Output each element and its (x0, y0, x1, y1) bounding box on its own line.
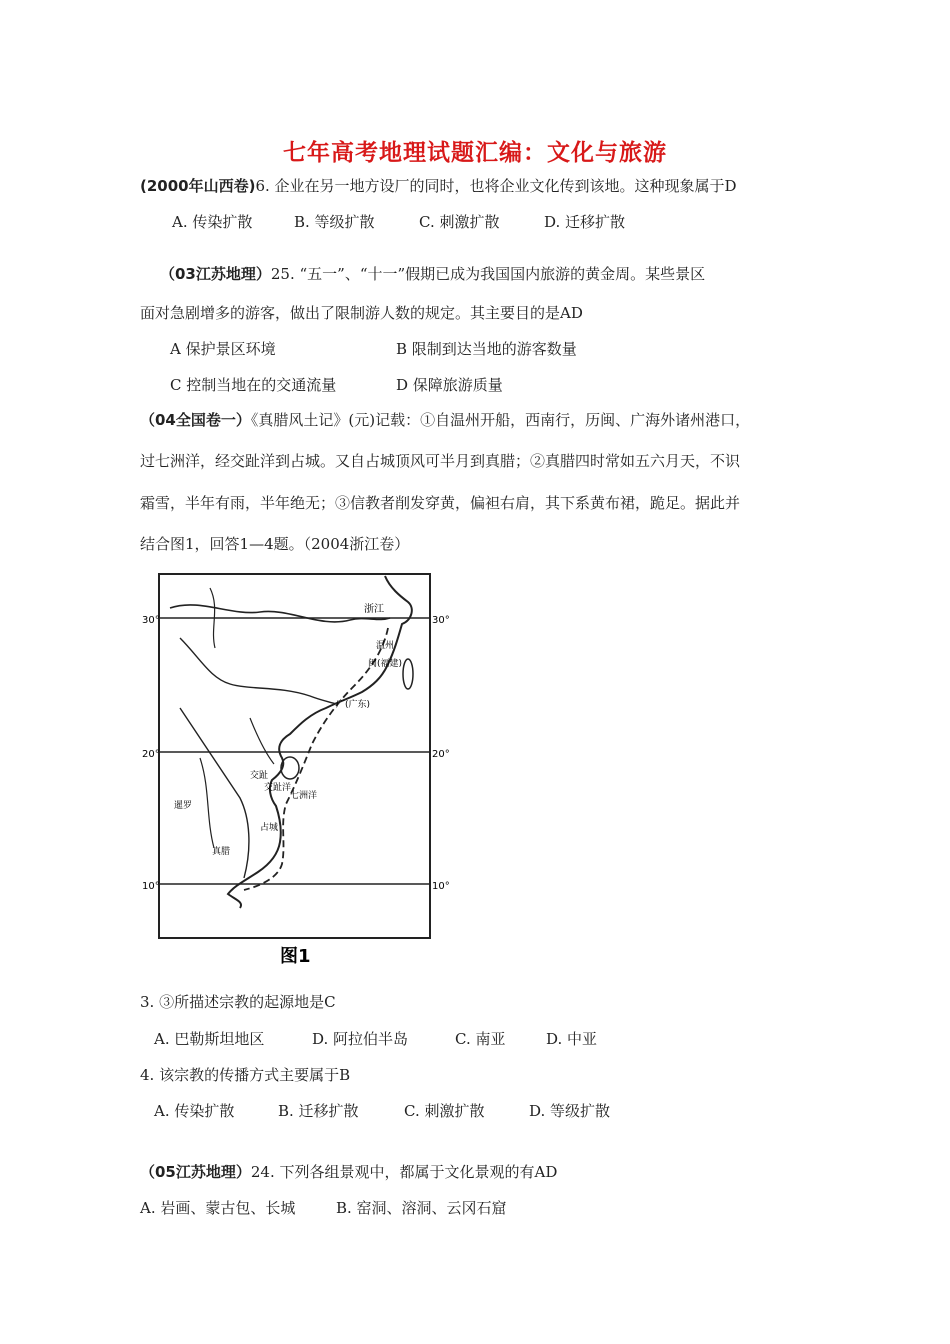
lat-label-30-right: 30° (432, 615, 450, 626)
label-jiaozhi: 交趾 (250, 771, 269, 781)
lat-label-10-right: 10° (432, 881, 450, 892)
option-d: D 保障旅游质量 (396, 376, 503, 394)
label-guang: 广(广东) (336, 700, 371, 710)
label-min: 闽(福建) (368, 659, 403, 669)
question-stem: 6. 企业在另一地方设厂的同时，也将企业文化传到该地。这种现象属于D (255, 177, 737, 195)
option-a: A. 传染扩散 (172, 213, 253, 231)
red-river (250, 718, 274, 764)
taiwan-island (403, 659, 413, 689)
option-a: A. 岩画、蒙古包、长城 (140, 1199, 296, 1217)
option-c: C. 刺激扩散 (419, 213, 500, 231)
question-03-jiangsu (160, 264, 705, 284)
question-stem-line1: 25. “五一”、“十一”假期已成为我国国内旅游的黄金周。某些景区 (270, 265, 706, 283)
figure-caption: 图1 (280, 946, 311, 967)
question-source: （05江苏地理） (140, 1163, 251, 1181)
option-d: D. 迁移扩散 (544, 213, 626, 231)
option-b: B 限制到达当地的游客数量 (396, 340, 577, 358)
passage-line4: 结合图1，回答1—4题。（2004浙江卷） (140, 535, 410, 553)
option-d: D. 中亚 (546, 1030, 598, 1048)
label-jiaozhiyang: 交趾洋 (264, 783, 292, 793)
option-b: B. 窑洞、溶洞、云冈石窟 (336, 1199, 507, 1217)
option-b: B. 等级扩散 (294, 213, 375, 231)
coastline (228, 576, 412, 908)
question-04-national (140, 410, 750, 430)
label-qizhouyang: 七洲洋 (290, 791, 318, 801)
option-c: C 控制当地在的交通流量 (170, 376, 337, 394)
lat-label-10-left: 10° (142, 881, 160, 892)
hainan-island (281, 757, 299, 779)
question-3-stem: 3. ③所描述宗教的起源地是C (140, 993, 336, 1011)
label-zhancheng: 占城 (260, 823, 279, 833)
label-zhenla: 真腊 (212, 847, 231, 857)
question-stem: 24. 下列各组景观中，都属于文化景观的有AD (250, 1163, 558, 1181)
passage-line3: 霜雪，半年有雨，半年绝无；③信教者削发穿黄，偏袒右肩，其下系黄布裙，跪足。据此并 (140, 494, 741, 512)
question-4-stem: 4. 该宗教的传播方式主要属于B (140, 1066, 351, 1084)
question-source: (2000年山西卷) (140, 177, 256, 195)
option-b: D. 阿拉伯半岛 (312, 1030, 409, 1048)
page-title: 七年高考地理试题汇编：文化与旅游 (283, 140, 667, 166)
map-figure-1 (140, 568, 470, 968)
lat-label-20-left: 20° (142, 749, 160, 760)
passage-line1: 《真腊风土记》(元)记载：①自温州开船，西南行，历闽、广海外诸州港口， (250, 411, 751, 429)
label-wenzhou: 温州 (376, 641, 395, 651)
option-d: D. 等级扩散 (529, 1102, 611, 1120)
label-zhejiang: 浙江 (364, 604, 384, 615)
option-c: C. 刺激扩散 (404, 1102, 485, 1120)
pearl-river (180, 638, 336, 704)
lat-label-20-right: 20° (432, 749, 450, 760)
label-xianluo: 暹罗 (174, 801, 193, 811)
option-a: A. 巴勒斯坦地区 (154, 1030, 265, 1048)
yangtze-river (170, 605, 390, 622)
voyage-route (244, 628, 388, 890)
option-a: A. 传染扩散 (154, 1102, 235, 1120)
question-05-jiangsu (140, 1162, 557, 1182)
chao-phraya-river (200, 758, 214, 848)
question-source: （04全国卷一） (140, 411, 251, 429)
option-b: B. 迁移扩散 (278, 1102, 359, 1120)
question-source: （03江苏地理） (160, 265, 271, 283)
lat-label-30-left: 30° (142, 615, 160, 626)
option-c: C. 南亚 (455, 1030, 506, 1048)
option-a: A 保护景区环境 (170, 340, 276, 358)
question-stem-line2: 面对急剧增多的游客，做出了限制游人数的规定。其主要目的是AD (140, 304, 583, 322)
question-2000-shanxi (140, 176, 737, 196)
passage-line2: 过七洲洋，经交趾洋到占城。又自占城顶风可半月到真腊；②真腊四时常如五六月天，不识 (140, 452, 741, 470)
